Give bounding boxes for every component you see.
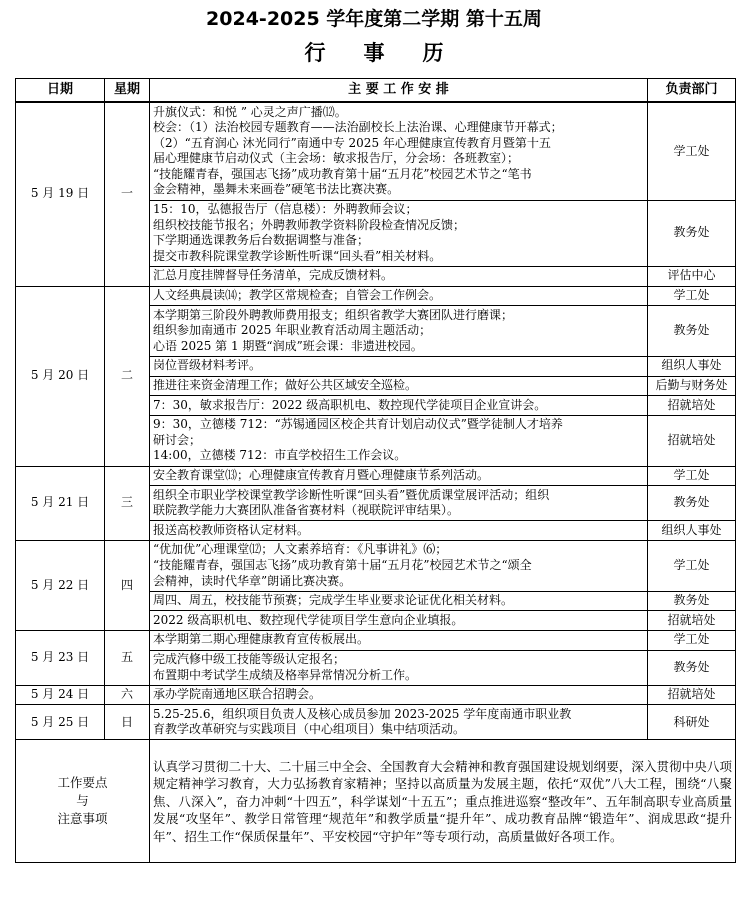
task-line: 组织全市职业学校课堂教学诊断性听课“回头看”暨优质课堂展评活动；组织	[153, 487, 550, 502]
task-line: “技能耀青春，强国志飞扬”成功教育第十届“五月花”校园艺术节之“颂全	[153, 558, 532, 573]
task-line: 本学期第二期心理健康教育宣传板展出。	[153, 632, 370, 647]
day-date: 5 月 25 日	[16, 705, 105, 740]
table-row	[16, 102, 736, 200]
header-dept: 负责部门	[648, 79, 736, 103]
task-line: 推进往来资金清理工作；做好公共区域安全巡检。	[153, 378, 418, 393]
summary-label-line: 注意事项	[57, 811, 108, 827]
task-line: （2）“五育润心 沐光同行”南通中专 2025 年心理健康宣传教育月暨第十五	[153, 135, 551, 150]
dept-cell: 招就培处	[648, 396, 736, 416]
task-line: 5.25-25.6，组织项目负责人及核心成员参加 2023-2025 学年度南通市职业教	[153, 706, 572, 721]
day-weekday: 六	[105, 685, 150, 705]
header-date: 日期	[16, 79, 105, 103]
dept-cell: 教务处	[648, 591, 736, 611]
task-cell	[150, 356, 648, 376]
task-cell	[150, 685, 648, 705]
task-line: 会精神，读时代华章”朗诵比赛决赛。	[153, 573, 352, 588]
task-line: 2022 级高职机电、数控现代学徒项目学生意向企业填报。	[153, 612, 464, 627]
task-line: 14:00，立德楼 712：市直学校招生工作会议。	[153, 448, 407, 463]
task-cell	[150, 540, 648, 591]
day-weekday: 二	[105, 286, 150, 466]
day-date: 5 月 24 日	[16, 685, 105, 705]
dept-cell: 招就培处	[648, 685, 736, 705]
summary-text: 认真学习贯彻二十大、二十届三中全会、全国教育大会精神和教育强国建设规划纲要，深入贯彻中央八项规定精神学习教育，大力弘扬教育家精神；坚持以高质量为发展主题，依托“双优”八大工程，围绕“八聚焦、八深入”，奋力冲刺“十四五”，科学谋划“十五五”；重点推进巡察“整改年”、五年制高职专业高质量发展“攻坚年”、教学日常管理“规范年”和教学质量“提升年”、成功教育品牌“锻造年”、润成思政“提升年”、招生工作“保质保量年”、平安校园“守护年”等专项行动，高质量做好各项工作。	[150, 740, 736, 863]
task-line: 育教学改革研究与实践项目（中心组项目）集中结项活动。	[153, 722, 466, 737]
table-row	[16, 286, 736, 306]
dept-cell: 评估中心	[648, 266, 736, 286]
dept-cell: 组织人事处	[648, 521, 736, 541]
day-date: 5 月 23 日	[16, 630, 105, 685]
task-line: “优加优”心理课堂⑿；人文素养培育：《凡事讲礼》⑹；	[153, 542, 448, 557]
dept-cell: 组织人事处	[648, 356, 736, 376]
task-line: 联院教学能力大赛团队准备省赛材料（视联院评审结果）。	[153, 503, 460, 518]
schedule-table	[15, 78, 736, 863]
table-row	[16, 685, 736, 705]
task-line: 9：30，立德楼 712：“苏锡通园区校企共育计划启动仪式”暨学徒制人才培养	[153, 417, 563, 432]
task-line: 安全教育课堂⒀；心理健康宣传教育月暨心理健康节系列活动。	[153, 468, 490, 483]
header-row	[16, 79, 736, 103]
task-cell	[150, 630, 648, 650]
schedule-body	[16, 102, 736, 863]
task-line: 届心理健康节启动仪式（主会场：敏求报告厅，分会场：各班教室）；	[153, 151, 520, 166]
task-line: 完成汽修中级工技能等级认定报名；	[153, 652, 346, 666]
task-line: 7：30，敏求报告厅：2022 级高职机电、数控现代学徒项目企业宣讲会。	[153, 397, 547, 412]
dept-cell: 教务处	[648, 486, 736, 521]
task-cell	[150, 591, 648, 611]
day-date: 5 月 19 日	[16, 102, 105, 286]
task-line: 汇总月度挂牌督导任务清单，完成反馈材料。	[153, 268, 394, 283]
header-weekday: 星期	[105, 79, 150, 103]
task-cell	[150, 650, 648, 685]
task-line: 组织参加南通市 2025 年职业教育活动周主题活动；	[153, 323, 432, 338]
table-row	[16, 705, 736, 740]
table-row	[16, 540, 736, 591]
task-cell	[150, 705, 648, 740]
document-title: 2024-2025 学年度第二学期 第十五周	[206, 8, 542, 30]
task-cell	[150, 306, 648, 357]
task-cell	[150, 396, 648, 416]
task-cell	[150, 521, 648, 541]
task-line: 周四、周五，校技能节预赛；完成学生毕业要求论证优化相关材料。	[153, 593, 514, 608]
task-line: 校会：（1）法治校园专题教育——法治副校长上法治课、心理健康节开幕式；	[153, 120, 563, 135]
summary-row	[16, 740, 736, 863]
day-date: 5 月 20 日	[16, 286, 105, 466]
task-line: 15：10，弘德报告厅（信息楼）：外聘教师会议；	[153, 202, 418, 217]
dept-cell: 教务处	[648, 306, 736, 357]
task-cell	[150, 415, 648, 466]
task-line: 心语 2025 第 1 期暨“润成”班会课：非遗进校园。	[153, 338, 423, 353]
day-weekday: 五	[105, 630, 150, 685]
task-line: 升旗仪式：和悦 ” 心灵之声广播⑿。	[153, 104, 347, 119]
table-row	[16, 630, 736, 650]
dept-cell: 学工处	[648, 466, 736, 486]
task-line: 布置期中考试学生成绩及格率异常情况分析工作。	[153, 667, 418, 682]
task-line: 金会精神，墨舞未来画卷”硬笔书法比赛决赛。	[153, 182, 400, 197]
day-date: 5 月 22 日	[16, 540, 105, 630]
task-cell	[150, 611, 648, 631]
day-weekday: 一	[105, 102, 150, 286]
dept-cell: 招就培处	[648, 415, 736, 466]
task-line: 组织校技能节报名；外聘教师教学资料阶段检查情况反馈；	[153, 217, 466, 232]
task-line: 岗位晋级材料考评。	[153, 358, 262, 373]
task-line: 报送高校教师资格认定材料。	[153, 522, 310, 537]
task-line: 本学期第三阶段外聘教师费用报支；组织省教学大赛团队进行磨课；	[153, 307, 514, 322]
summary-label-line: 与	[76, 793, 89, 809]
day-weekday: 四	[105, 540, 150, 630]
dept-cell: 教务处	[648, 200, 736, 266]
task-line: 研讨会；	[153, 432, 202, 447]
summary-label	[16, 740, 150, 863]
task-cell	[150, 466, 648, 486]
day-date: 5 月 21 日	[16, 466, 105, 540]
table-row	[16, 466, 736, 486]
dept-cell: 科研处	[648, 705, 736, 740]
task-cell	[150, 486, 648, 521]
day-weekday: 日	[105, 705, 150, 740]
day-weekday: 三	[105, 466, 150, 540]
dept-cell: 学工处	[648, 540, 736, 591]
dept-cell: 后勤与财务处	[648, 376, 736, 396]
dept-cell: 学工处	[648, 630, 736, 650]
task-cell	[150, 200, 648, 266]
task-line: 人文经典晨读⒁；教学区常规检查；自管会工作例会。	[153, 288, 442, 303]
summary-label-line: 工作要点	[57, 775, 108, 791]
task-line: 提交市教科院课堂教学诊断性听课“回头看”相关材料。	[153, 248, 442, 263]
header-tasks: 主 要 工 作 安 排	[150, 79, 648, 103]
dept-cell: 教务处	[648, 650, 736, 685]
task-line: 下学期通选课教务后台数据调整与准备；	[153, 233, 370, 248]
task-cell	[150, 102, 648, 200]
task-line: 承办学院南通地区联合招聘会。	[153, 687, 322, 702]
dept-cell: 招就培处	[648, 611, 736, 631]
task-cell	[150, 286, 648, 306]
dept-cell: 学工处	[648, 102, 736, 200]
task-line: “技能耀青春，强国志飞扬”成功教育第十届“五月花”校园艺术节之“笔书	[153, 166, 532, 181]
document-subtitle: 行事历	[304, 41, 482, 65]
task-cell	[150, 266, 648, 286]
dept-cell: 学工处	[648, 286, 736, 306]
task-cell	[150, 376, 648, 396]
